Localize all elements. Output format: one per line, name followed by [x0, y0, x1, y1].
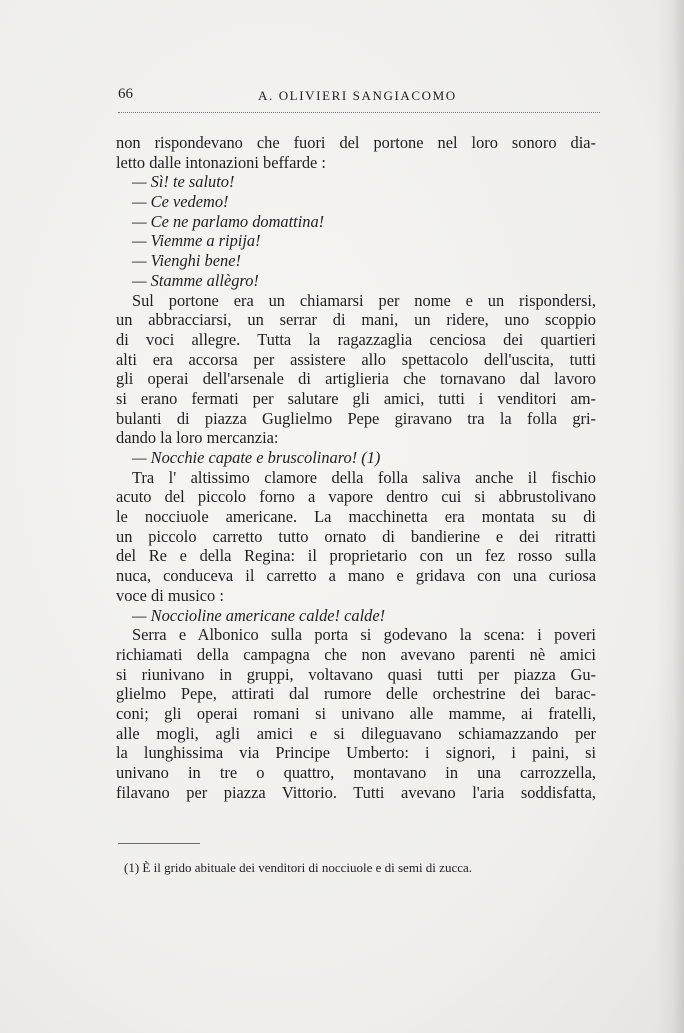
page-header: [118, 86, 600, 113]
page-edge-shadow: [656, 0, 684, 1033]
text-line: acuto del piccolo forno a vapore dentro cui si abbrustolivano: [116, 487, 596, 507]
running-head: A. OLIVIERI SANGIACOMO: [258, 88, 457, 103]
text-line: un abbracciarsi, un serrar di mani, un ridere, uno scoppio: [116, 310, 596, 330]
text-line: si erano fermati per salutare gli amici, tutti i venditori am-: [116, 388, 596, 408]
text-line: filavano per piazza Vittorio. Tutti avevano l'aria soddisfatta,: [116, 782, 596, 802]
text-line: alti era accorsa per assistere allo spettacolo dell'uscita, tutti: [116, 349, 596, 369]
text-line: Serra e Albonico sulla porta si godevano la scena: i poveri: [132, 625, 596, 645]
text-line: si riunivano in gruppi, voltavano quasi tutti per piazza Gu-: [116, 664, 596, 684]
footnote: (1) È il grido abituale dei venditori di nocciuole e di semi di zucca.: [124, 860, 472, 875]
text-line: voce di musico :: [116, 585, 224, 605]
dialog-line: [116, 606, 596, 626]
text-line: di voci allegre. Tutta la ragazzaglia cenciosa dei quartieri: [116, 329, 596, 349]
text-line: dando la loro mercanzia:: [116, 428, 279, 448]
text-line: letto dalle intonazioni beffarde :: [116, 152, 326, 172]
text-line: la lunghissima via Principe Umberto: i signori, i paini, si: [116, 743, 596, 763]
text-line: coni; gli operai romani si univano alle mamme, ai fratelli,: [116, 703, 596, 723]
dialog-text: — Nocchie capate e bruscolinaro! (1): [132, 448, 381, 467]
text-line: bulanti di piazza Guglielmo Pepe giravano tra la folla gri-: [116, 408, 596, 428]
footnote-rule: [118, 843, 200, 844]
text-line: Sul portone era un chiamarsi per nome e un rispondersi,: [132, 290, 596, 310]
dialog-line: [116, 271, 596, 291]
dialog-line: [116, 231, 596, 251]
text-line: univano in tre o quattro, montavano in una carrozzella,: [116, 763, 596, 782]
dialog-text: — Stamme allègro!: [132, 270, 259, 290]
dialog-line: [116, 192, 596, 212]
dialog-text: — Ce vedemo!: [132, 192, 229, 212]
dialog-text: — Viemme a ripija!: [132, 231, 261, 251]
dialog-text: — Ce ne parlamo domattina!: [132, 211, 325, 231]
dialog-text: — Vienghi bene!: [132, 251, 241, 271]
dialog-line: [116, 212, 596, 232]
dialog-line: [116, 448, 596, 468]
dialog-line: [116, 172, 596, 192]
dialog-line: [116, 251, 596, 271]
text-line: glielmo Pepe, attirati dal rumore delle orchestrine dei barac-: [116, 684, 596, 704]
text-line: Tra l' altissimo clamore della folla saliva anche il fischio: [132, 467, 596, 487]
dialog-text: — Noccioline americane calde! calde!: [132, 605, 386, 625]
text-line: un piccolo carretto tutto ornato di bandierine e dei ritratti: [116, 526, 596, 546]
text-line: le nocciuole americane. La macchinetta era montata su di: [116, 507, 596, 527]
text-line: del Re e della Regina: il proprietario con un fez rosso sulla: [116, 546, 596, 566]
text-line: nuca, conduceva il carretto a mano e gridava con una curiosa: [116, 566, 596, 586]
text-line: non rispondevano che fuori del portone nel loro sonoro dia-: [116, 133, 596, 152]
page-number: 66: [118, 86, 133, 102]
body-text: [116, 133, 596, 802]
text-line: richiamati della campagna che non avevano parenti nè amici: [116, 644, 596, 664]
text-line: alle mogli, agli amici e si dileguavano schiamazzando per: [116, 723, 596, 743]
dialog-text: — Sì! te saluto!: [132, 172, 235, 192]
text-line: gli operai dell'arsenale di artiglieria che tornavano dal lavoro: [116, 369, 596, 389]
